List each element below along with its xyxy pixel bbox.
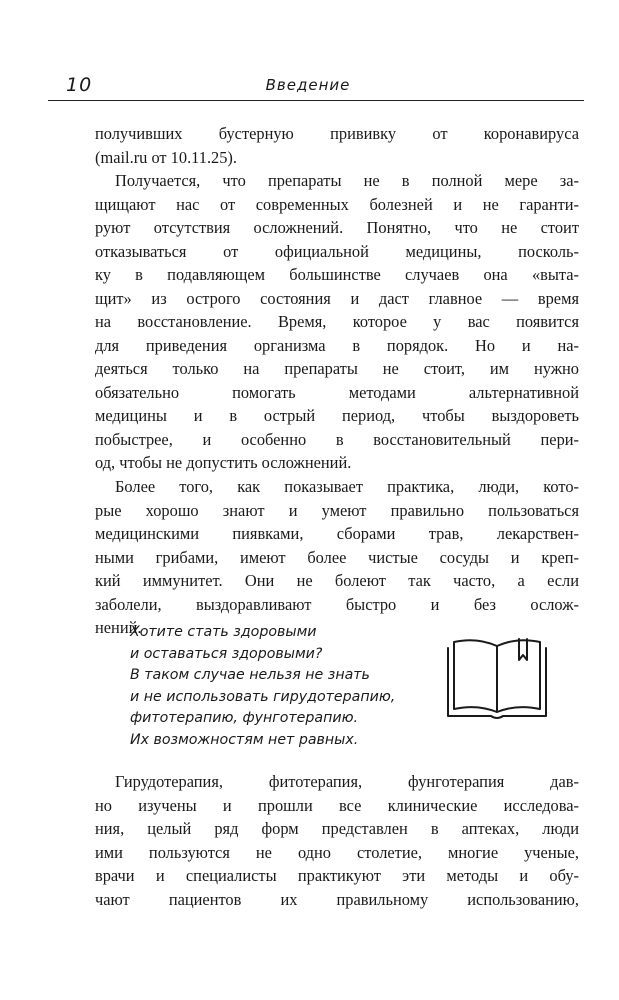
text-line: Гирудотерапия, фитотерапия, фунготерапия дав- [115, 772, 579, 791]
paragraph-3 [95, 475, 579, 640]
running-head: Введение [265, 76, 351, 94]
page-number: 10 [66, 74, 93, 96]
text-line: деяться только на препараты не стоит, им нужно [95, 359, 579, 378]
text-line: побыстрее, и особенно в восстановительный пери- [95, 429, 579, 449]
callout-line: Хотите стать здоровыми [130, 624, 317, 640]
header-rule [48, 100, 584, 101]
text-line: на восстановление. Время, которое у вас появится [95, 312, 579, 331]
paragraph-1 [95, 122, 579, 169]
text-line: получивших бустерную прививку от коронавируса [95, 124, 579, 143]
text-line: Получается, что препараты не в полной мере за- [115, 171, 579, 190]
text-line: щит» из острого состояния и даст главное — время [95, 288, 579, 308]
text-line: ими пользуются не одно столетие, многие ученые, [95, 842, 579, 862]
text-line: для приведения организма в порядок. Но и на- [95, 335, 579, 355]
callout-line: Их возможностям нет равных. [130, 731, 359, 748]
text-line: заболели, выздоравливают быстро и без ослож- [95, 594, 579, 614]
callout-quote [130, 622, 448, 751]
text-line: медицинскими пиявками, сборами трав, лекарствен- [95, 524, 579, 543]
text-line: медицины и в острый период, чтобы выздороветь [95, 406, 579, 425]
callout-line: и оставаться здоровыми? [130, 645, 323, 662]
text-line: обязательно помогать методами альтернативной [95, 382, 579, 402]
text-line: отказываться от официальной медицины, посколь- [95, 241, 579, 261]
text-line: ными грибами, имеют более чистые сосуды и креп- [95, 547, 579, 567]
text-line: Более того, как показывает практика, люди, кото- [115, 477, 579, 496]
text-line: (mail.ru от 10.11.25). [95, 147, 237, 167]
text-line: но изучены и прошли все клинические исследова- [95, 795, 579, 815]
callout-line: и не использовать гирудотерапию, [130, 688, 396, 705]
text-line: ку в подавляющем большинстве случаев она «выта- [95, 265, 579, 284]
text-line: кий иммунитет. Они не болеют так часто, а если [95, 571, 579, 590]
text-line: ния, целый ряд форм представлен в аптеках, люди [95, 819, 579, 838]
text-line: врачи и специалисты практикуют эти методы и обу- [95, 866, 579, 885]
text-line: нений. [95, 618, 142, 637]
open-book-icon [445, 634, 549, 724]
callout-line: фитотерапию, фунготерапию. [130, 710, 359, 726]
text-line: рые хорошо знают и умеют правильно пользоваться [95, 500, 579, 520]
text-line: чают пациентов их правильному использованию, [95, 889, 579, 909]
paragraph-4 [95, 770, 579, 911]
text-line: од, чтобы не допустить осложнений. [95, 453, 352, 472]
text-line: руют отсутствия осложнений. Понятно, что не стоит [95, 218, 579, 237]
text-line: щищают нас от современных болезней и не гаранти- [95, 194, 579, 214]
paragraph-2 [95, 169, 579, 475]
callout-line: В таком случае нельзя не знать [130, 667, 370, 683]
page-header [48, 70, 568, 110]
